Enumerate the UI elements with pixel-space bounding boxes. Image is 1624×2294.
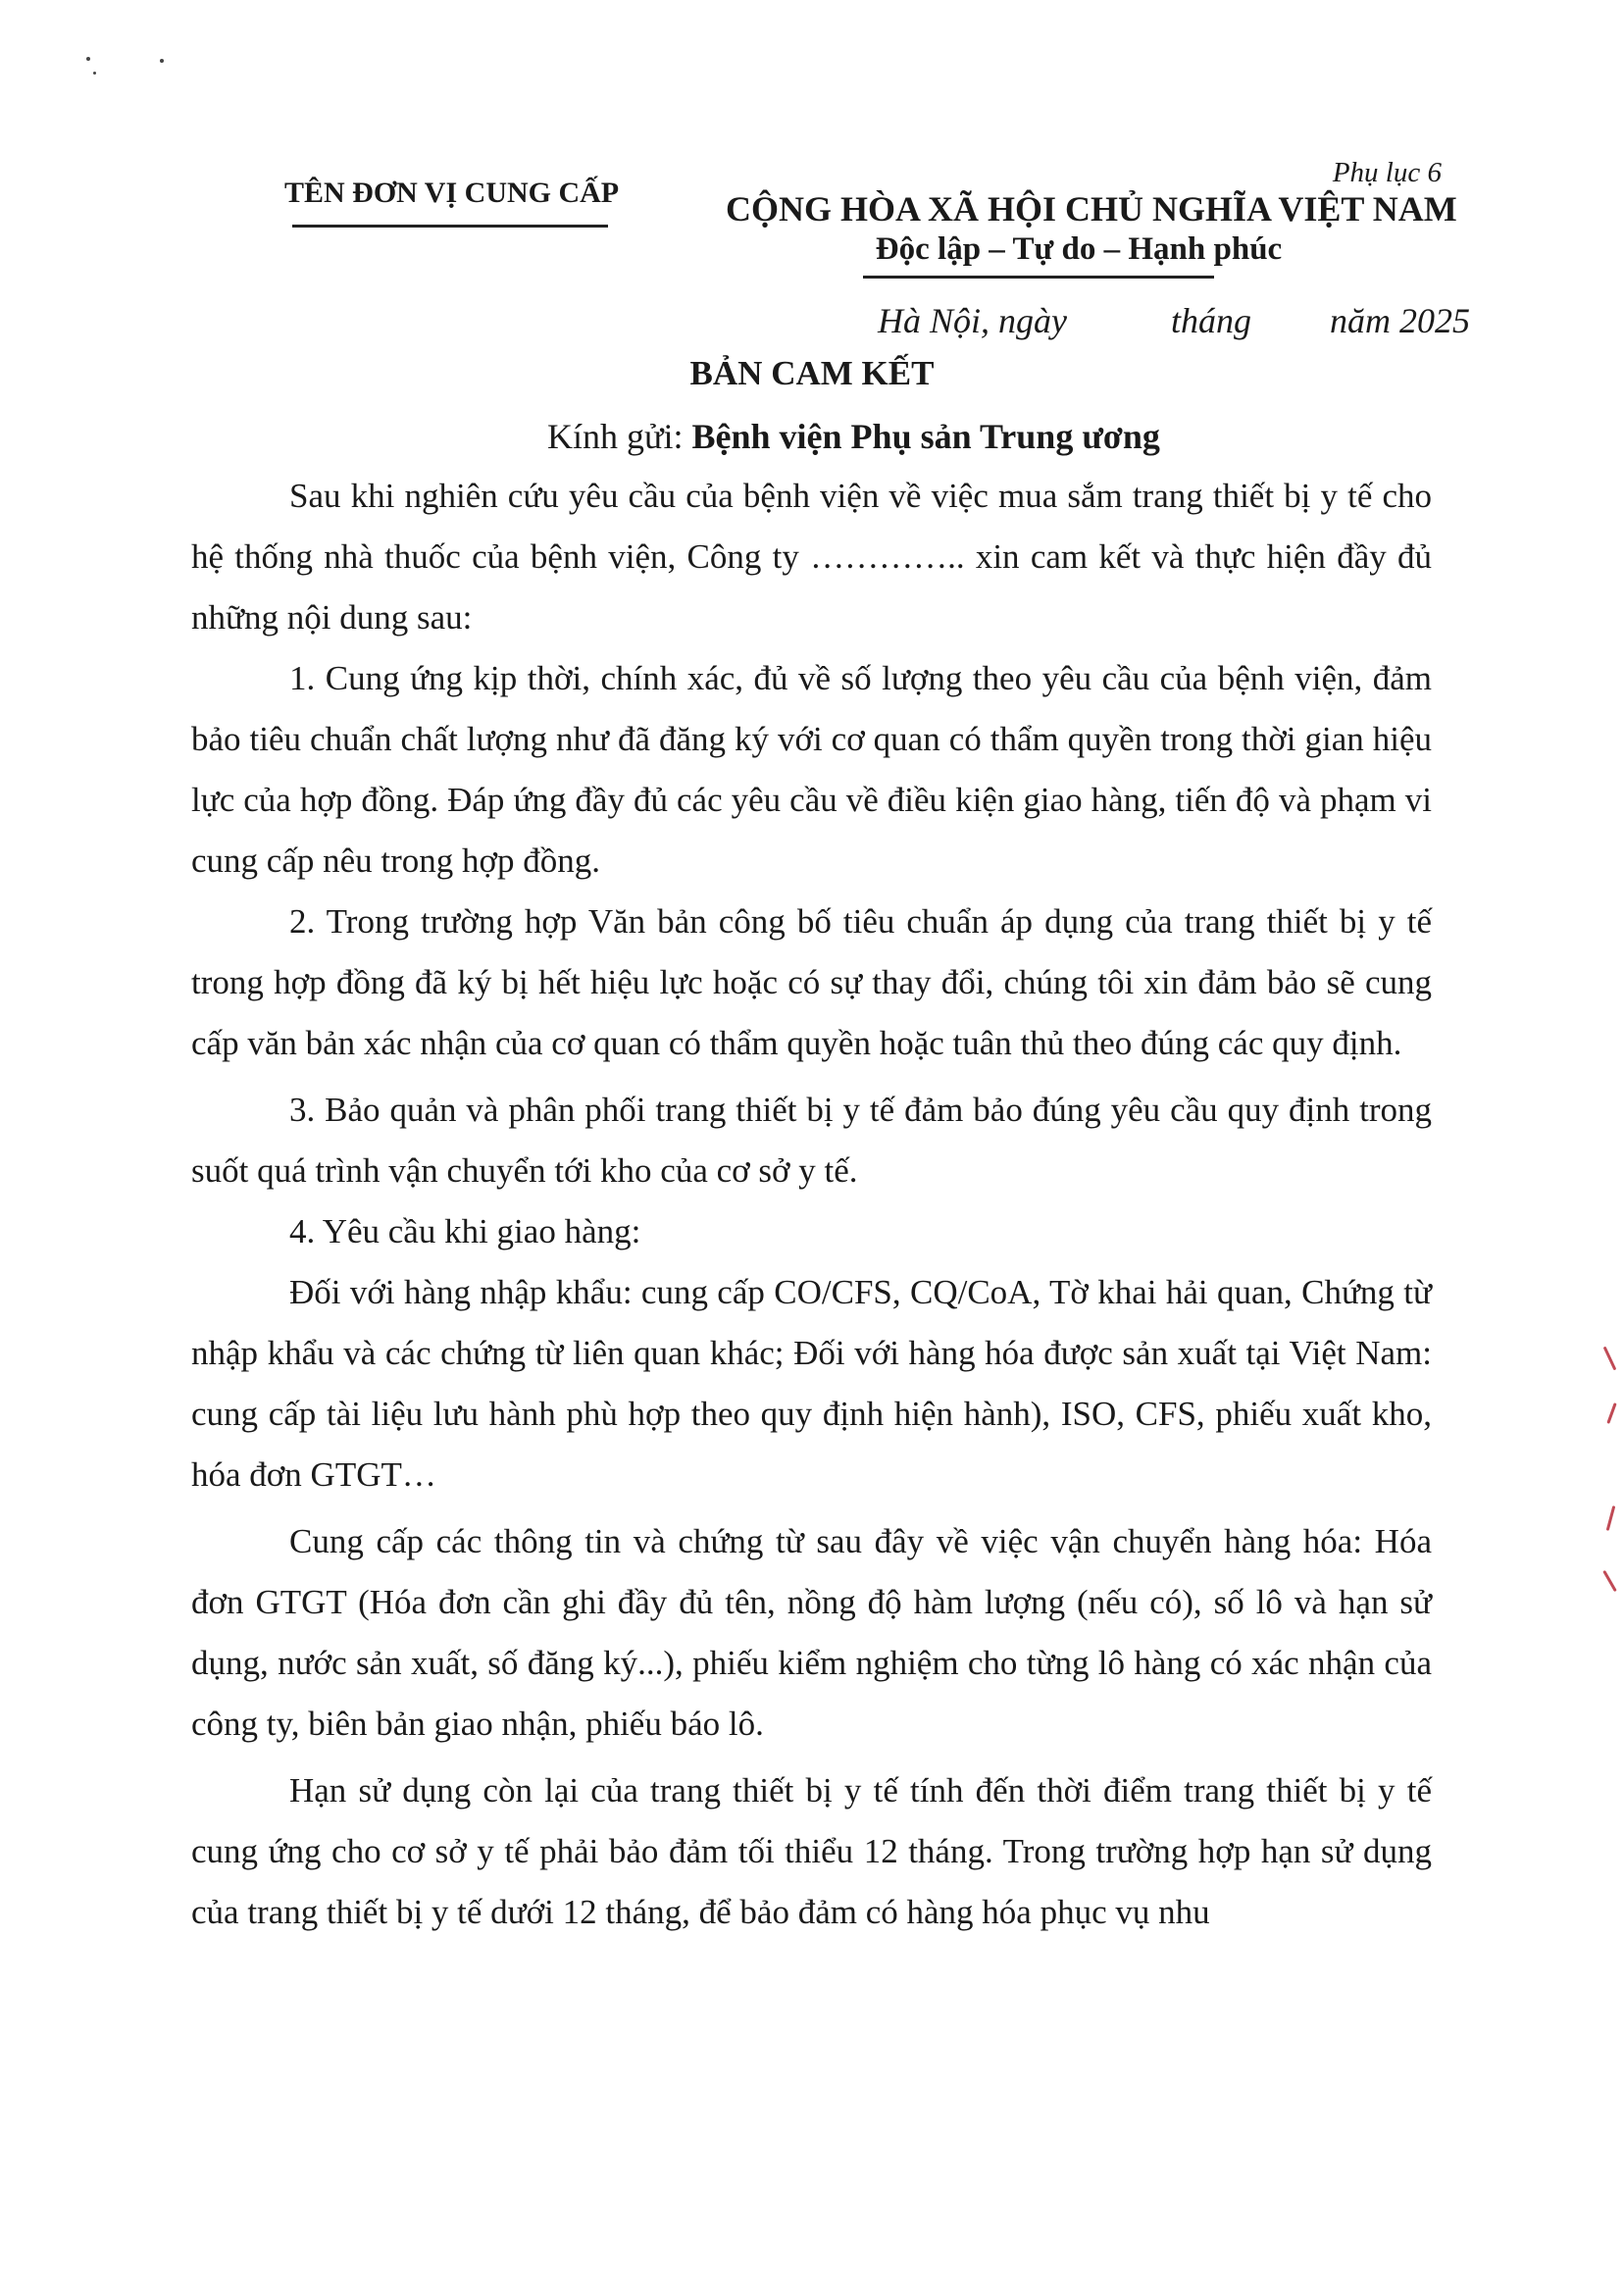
greeting-recipient: Bệnh viện Phụ sản Trung ương	[691, 417, 1160, 456]
body-paragraph-item-4: 4. Yêu cầu khi giao hàng:	[289, 1212, 641, 1250]
scan-speck	[86, 57, 90, 61]
year-label: năm 2025	[1330, 301, 1471, 340]
body-paragraph-item-1: 1. Cung ứng kịp thời, chính xác, đủ về số lượng theo yêu cầu của bệnh viện, đảm bảo tiêu chuẩn chất lượng như đã đăng ký với cơ quan có thẩm quyền trong thời gian hiệu lực của hợp đồng. Đáp ứng đầy đủ các yêu cầu về điều kiện giao hàng, tiến độ và phạm vi cung cấp nêu trong hợp đồng.	[191, 659, 1432, 880]
unit-underline	[292, 225, 608, 228]
margin-mark	[1606, 1505, 1616, 1531]
body-paragraph-item-3: 3. Bảo quản và phân phối trang thiết bị y tế đảm bảo đúng yêu cầu quy định trong suốt quá trình vận chuyển tới kho của cơ sở y tế.	[191, 1091, 1432, 1190]
body-paragraph-item-2: 2. Trong trường hợp Văn bản công bố tiêu chuẩn áp dụng của trang thiết bị y tế trong hợp đồng đã ký bị hết hiệu lực hoặc có sự thay đổi, chúng tôi xin đảm bảo sẽ cung cấp văn bản xác nhận của cơ quan có thẩm quyền hoặc tuân thủ theo đúng các quy định.	[191, 902, 1432, 1062]
supplier-unit-name: TÊN ĐƠN VỊ CUNG CẤP	[284, 177, 620, 209]
body-paragraph-expiry: Hạn sử dụng còn lại của trang thiết bị y tế tính đến thời điểm trang thiết bị y tế cung ứng cho cơ sở y tế phải bảo đảm tối thiểu 12 tháng. Trong trường hợp hạn sử dụng của trang thiết bị y tế dưới 12 tháng, để bảo đảm có hàng hóa phục vụ nhu	[191, 1771, 1432, 1931]
greeting-prefix: Kính gửi:	[547, 417, 684, 456]
place-date-line	[878, 300, 1470, 341]
appendix-label: Phụ lục 6	[1332, 157, 1442, 188]
national-motto: Độc lập – Tự do – Hạnh phúc	[875, 231, 1283, 267]
scan-speck	[160, 59, 164, 63]
month-label: tháng	[1171, 301, 1252, 340]
margin-mark	[1602, 1570, 1617, 1592]
motto-underline	[863, 276, 1214, 279]
national-title: CỘNG HÒA XÃ HỘI CHỦ NGHĨA VIỆT NAM	[726, 189, 1457, 229]
document-body	[191, 466, 1432, 1943]
body-paragraph-import: Đối với hàng nhập khẩu: cung cấp CO/CFS, CQ/CoA, Tờ khai hải quan, Chứng từ nhập khẩu và các chứng từ liên quan khác; Đối với hàng hóa được sản xuất tại Việt Nam: cung cấp tài liệu lưu hành phù hợp theo quy định hiện hành), ISO, CFS, phiếu xuất kho, hóa đơn GTGT…	[191, 1273, 1432, 1494]
place-day: Hà Nội, ngày	[878, 301, 1067, 340]
scan-speck	[93, 72, 96, 75]
document-title: BẢN CAM KẾT	[689, 354, 935, 392]
margin-mark	[1606, 1402, 1616, 1424]
body-paragraph-intro: Sau khi nghiên cứu yêu cầu của bệnh viện về việc mua sắm trang thiết bị y tế cho hệ thống nhà thuốc của bệnh viện, Công ty ………….. xin cam kết và thực hiện đầy đủ những nội dung sau:	[191, 477, 1432, 637]
greeting-line	[547, 416, 1160, 457]
body-paragraph-documents: Cung cấp các thông tin và chứng từ sau đây về việc vận chuyển hàng hóa: Hóa đơn GTGT (Hóa đơn cần ghi đầy đủ tên, nồng độ hàm lượng (nếu có), số lô và hạn sử dụng, nước sản xuất, số đăng ký...), phiếu kiểm nghiệm cho từng lô hàng có xác nhận của công ty, biên bản giao nhận, phiếu báo lô.	[191, 1522, 1432, 1743]
margin-mark	[1603, 1347, 1617, 1371]
